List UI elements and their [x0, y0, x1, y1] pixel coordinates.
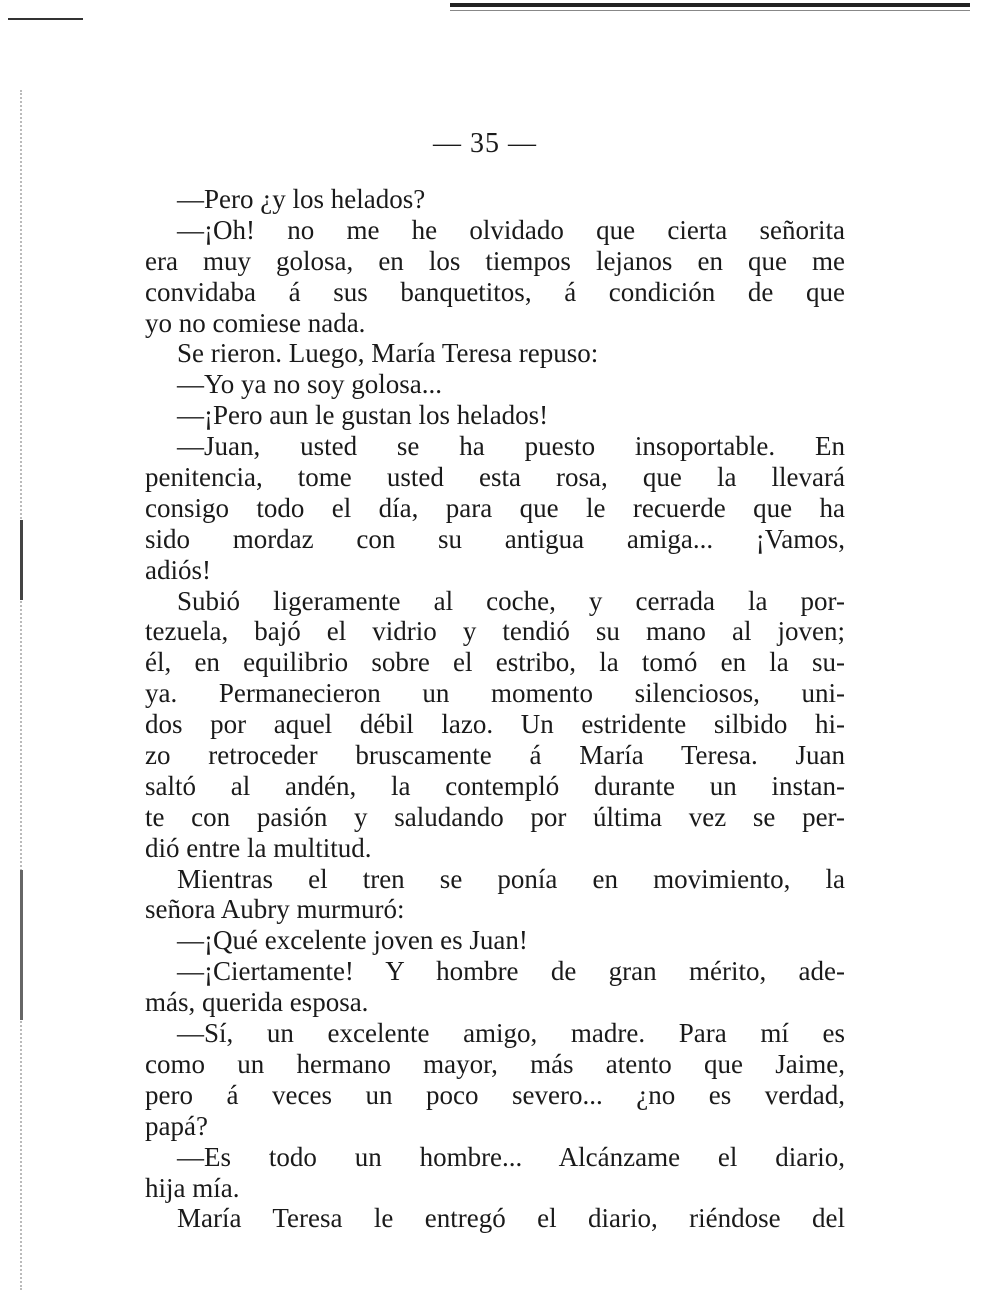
text-line: —Es todo un hombre... Alcánzame el diario, — [177, 1141, 845, 1172]
text-line: señora Aubry murmuró: — [145, 894, 405, 925]
text-line: más, querida esposa. — [145, 987, 369, 1018]
text-line: hija mía. — [145, 1172, 240, 1203]
page-edge-mark — [20, 870, 23, 1020]
text-line: —Yo ya no soy golosa... — [177, 369, 443, 400]
text-line: saltó al andén, la contempló durante un instan- — [145, 770, 845, 801]
text-line: él, en equilibrio sobre el estribo, la tomó en la su- — [145, 647, 845, 678]
text-line: —¡Oh! no me he olvidado que cierta señorita — [177, 214, 845, 245]
text-line: Mientras el tren se ponía en movimiento, la — [177, 863, 845, 894]
top-rule — [450, 3, 970, 7]
top-rule-thin — [450, 10, 970, 11]
text-line: penitencia, tome usted esta rosa, que la llevará — [145, 462, 845, 493]
text-line: —Juan, usted se ha puesto insoportable. En — [177, 431, 845, 462]
page-edge-mark — [20, 520, 23, 600]
text-line: Subió ligeramente al coche, y cerrada la por- — [177, 585, 845, 616]
text-line: ya. Permanecieron un momento silenciosos, uni- — [145, 678, 845, 709]
text-line: como un hermano mayor, más atento que Jaime, — [145, 1048, 845, 1079]
top-left-rule — [8, 18, 83, 20]
text-line: dos por aquel débil lazo. Un estridente silbido hi- — [145, 709, 845, 740]
text-line: consigo todo el día, para que le recuerde que ha — [145, 492, 845, 523]
text-line: —¡Ciertamente! Y hombre de gran mérito, ade- — [177, 956, 845, 987]
page-body-text — [145, 184, 845, 1234]
text-line: María Teresa le entregó el diario, riéndose del — [177, 1203, 845, 1234]
text-line: pero á veces un poco severo... ¿no es verdad, — [145, 1079, 845, 1110]
text-line: —Sí, un excelente amigo, madre. Para mí es — [177, 1018, 845, 1049]
text-line: era muy golosa, en los tiempos lejanos en que me — [145, 245, 845, 276]
text-line: zo retroceder bruscamente á María Teresa. Juan — [145, 740, 845, 771]
text-line: convidaba á sus banquetitos, á condición de que — [145, 276, 845, 307]
text-line: Se rieron. Luego, María Teresa repuso: — [177, 338, 599, 369]
text-line: tezuela, bajó el vidrio y tendió su mano al joven; — [145, 616, 845, 647]
text-line: yo no comiese nada. — [145, 307, 366, 338]
text-line: papá? — [145, 1110, 208, 1141]
page-number: — 35 — — [433, 128, 537, 159]
text-line: —¡Qué excelente joven es Juan! — [177, 925, 528, 956]
text-line: dió entre la multitud. — [145, 832, 372, 863]
text-line: —Pero ¿y los helados? — [177, 184, 426, 214]
page-edge-speckle — [20, 90, 22, 1290]
text-line: —¡Pero aun le gustan los helados! — [177, 400, 549, 431]
text-line: te con pasión y saludando por última vez se per- — [145, 801, 845, 832]
text-line: adiós! — [145, 554, 211, 585]
text-line: sido mordaz con su antigua amiga... ¡Vamos, — [145, 523, 845, 554]
